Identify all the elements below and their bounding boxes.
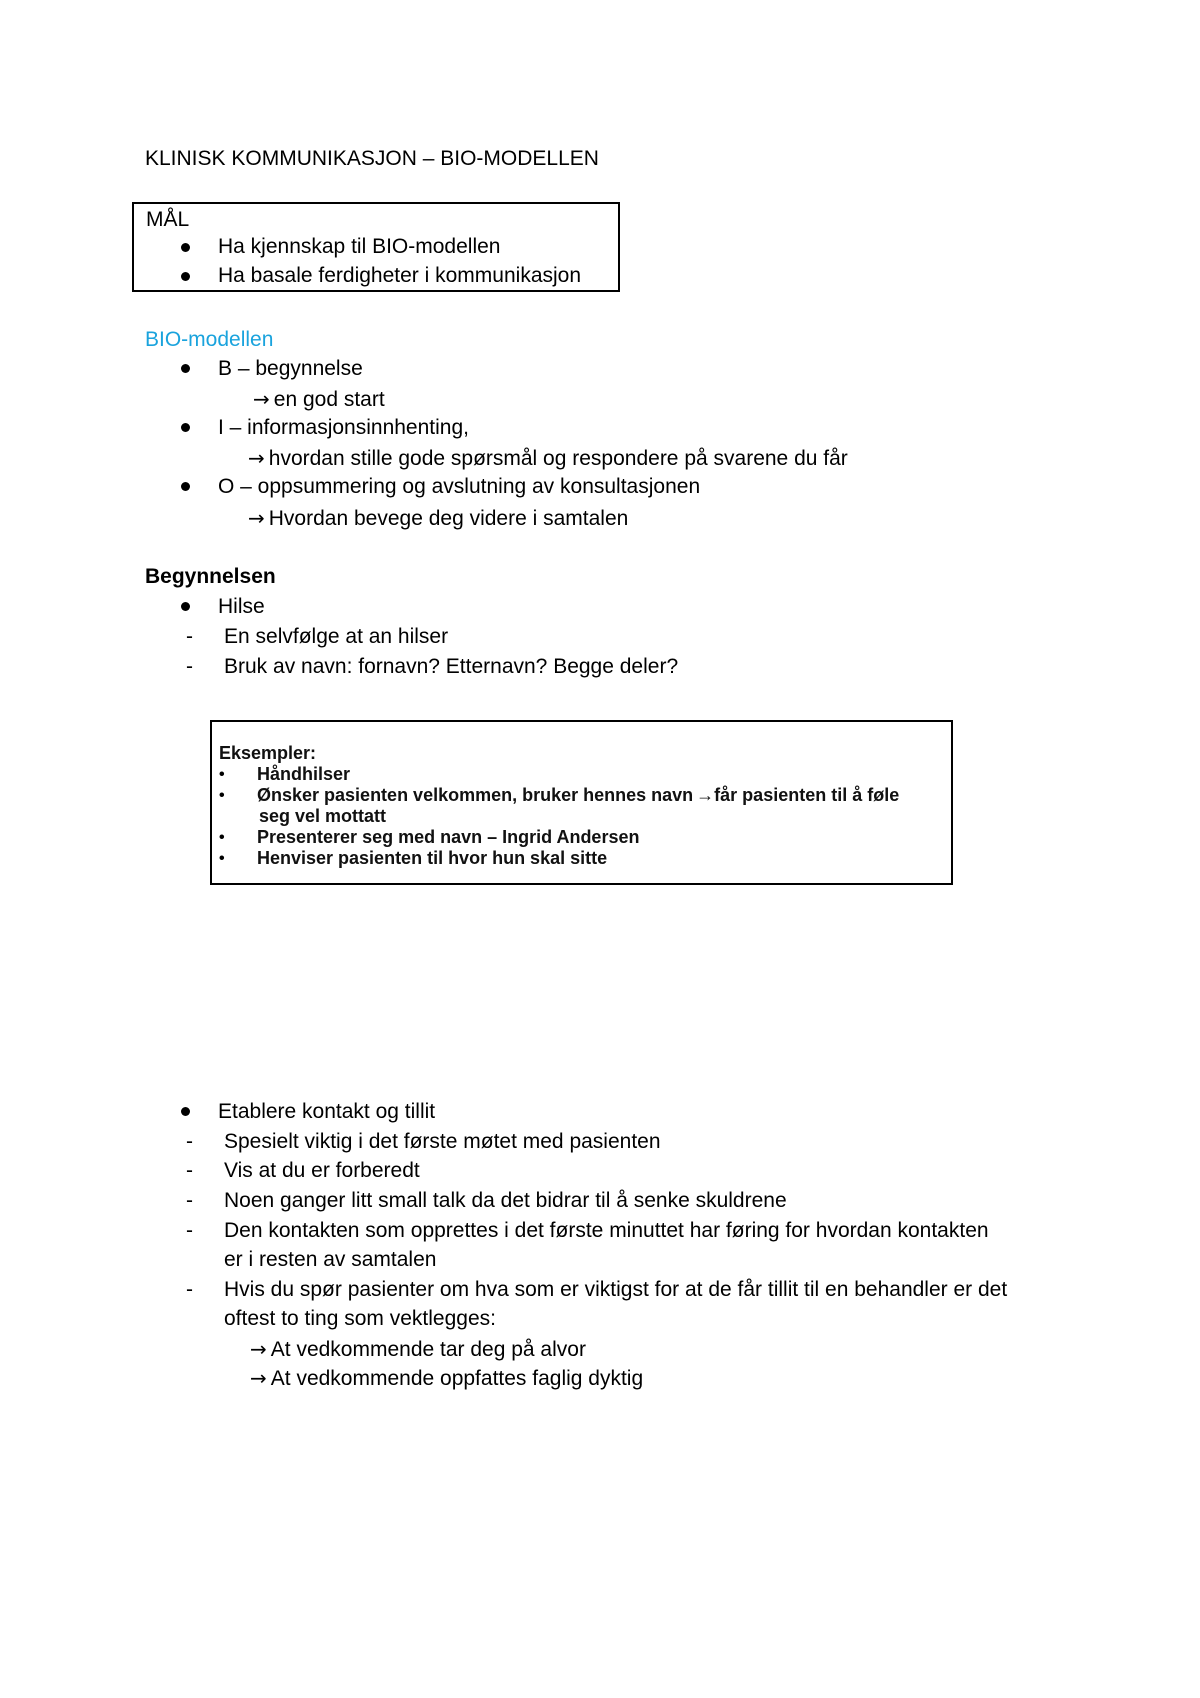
bullet-icon <box>181 602 190 611</box>
bullet-icon <box>181 423 190 432</box>
dash-marker: - <box>186 1278 193 1301</box>
bio-item-i-detail: → hvordan stille gode spørsmål og respondere på svarene du får <box>248 446 848 470</box>
bio-item-b: B – begynnelse <box>218 357 363 380</box>
document-title: KLINISK KOMMUNIKASJON – BIO-MODELLEN <box>145 147 599 170</box>
dash-marker: - <box>186 1189 193 1212</box>
example-item-2-cont: seg vel mottatt <box>259 806 387 826</box>
contact-arrow-1: → At vedkommende tar deg på alvor <box>250 1337 586 1361</box>
bio-model-heading: BIO-modellen <box>145 328 274 351</box>
contact-dash-4-cont: er i resten av samtalen <box>224 1248 437 1271</box>
bio-item-b-detail: → en god start <box>253 387 385 411</box>
goal-item-1: Ha kjennskap til BIO-modellen <box>218 235 501 258</box>
example-item-1: Håndhilser <box>257 764 351 784</box>
arrow-right-icon: → <box>250 1366 267 1390</box>
contact-dash-2: Vis at du er forberedt <box>224 1159 420 1182</box>
examples-heading: Eksempler: <box>219 743 317 763</box>
arrow-right-icon: → <box>248 446 265 470</box>
example-bullet-icon: • <box>219 787 225 804</box>
dash-marker: - <box>186 655 193 678</box>
bio-item-i: I – informasjonsinnhenting, <box>218 416 469 439</box>
bullet-icon <box>181 482 190 491</box>
contact-dash-3: Noen ganger litt small talk da det bidrar til å senke skuldrene <box>224 1189 787 1212</box>
example-bullet-icon: • <box>219 766 225 783</box>
beginning-heading: Begynnelsen <box>145 565 276 588</box>
bullet-icon <box>181 243 190 252</box>
arrow-right-icon: → <box>250 1337 267 1361</box>
contact-arrow-2: → At vedkommende oppfattes faglig dyktig <box>250 1366 644 1390</box>
beginning-bullet: Hilse <box>218 595 265 618</box>
bio-item-o-detail: → Hvordan bevege deg videre i samtalen <box>248 506 629 530</box>
dash-marker: - <box>186 1219 193 1242</box>
arrow-right-icon: → <box>248 506 265 530</box>
goal-item-2: Ha basale ferdigheter i kommunikasjon <box>218 264 582 287</box>
example-item-4: Henviser pasienten til hvor hun skal sitte <box>257 848 608 868</box>
contact-dash-4: Den kontakten som opprettes i det første minuttet har føring for hvordan kontakten <box>224 1219 989 1242</box>
beginning-dash-2: Bruk av navn: fornavn? Etternavn? Begge deler? <box>224 655 679 678</box>
example-bullet-icon: • <box>219 850 225 867</box>
example-item-3: Presenterer seg med navn – Ingrid Andersen <box>257 827 640 847</box>
bio-item-o: O – oppsummering og avslutning av konsultasjonen <box>218 475 701 498</box>
dash-marker: - <box>186 1130 193 1153</box>
arrow-right-icon: → <box>696 785 715 805</box>
contact-dash-5-cont: oftest to ting som vektlegges: <box>224 1307 496 1330</box>
contact-bullet: Etablere kontakt og tillit <box>218 1100 436 1123</box>
dash-marker: - <box>186 1159 193 1182</box>
dash-marker: - <box>186 625 193 648</box>
bullet-icon <box>181 364 190 373</box>
bullet-icon <box>181 272 190 281</box>
arrow-right-icon: → <box>253 387 270 411</box>
beginning-dash-1: En selvfølge at an hilser <box>224 625 449 648</box>
contact-dash-5: Hvis du spør pasienter om hva som er viktigst for at de får tillit til en behandler er det <box>224 1278 1008 1301</box>
bullet-icon <box>181 1107 190 1116</box>
example-item-2: Ønsker pasienten velkommen, bruker hennes navn →får pasienten til å føle <box>257 785 900 805</box>
contact-dash-1: Spesielt viktig i det første møtet med pasienten <box>224 1130 661 1153</box>
goals-heading: MÅL <box>146 208 190 231</box>
example-bullet-icon: • <box>219 829 225 846</box>
